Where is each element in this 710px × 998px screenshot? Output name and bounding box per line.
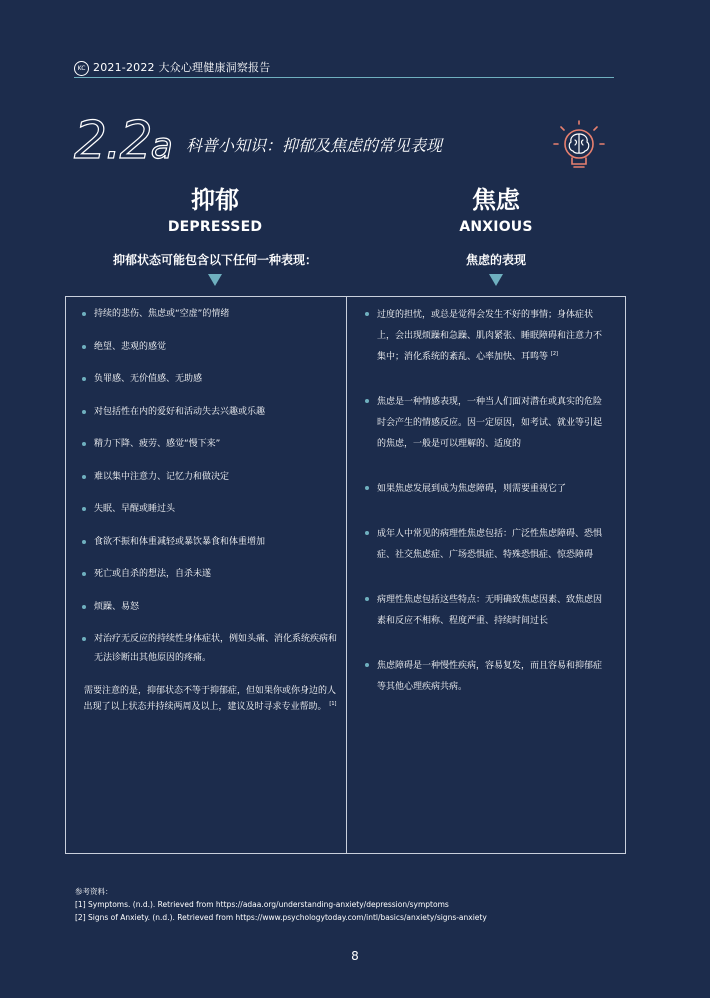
list-item-text: 焦虑障碍是一种慢性疾病，容易复发，而且容易和抑郁症等其他心理疾病共病。 (377, 661, 603, 692)
depression-note-text: 需要注意的是，抑郁状态不等于抑郁症，但如果你或你身边的人出现了以上状态并持续两周及以上，建议及时寻求专业帮助。 (83, 686, 336, 712)
anxiety-list (363, 305, 603, 722)
brain-lightbulb-icon (553, 120, 605, 172)
anxiety-title-cn: 焦虑 (472, 186, 520, 214)
list-item: 绝望、悲观的感觉 (80, 338, 342, 357)
footnote-ref: [2] (550, 351, 558, 357)
list-item: 精力下降、疲劳、感觉“慢下来” (80, 435, 342, 454)
list-item-text: 焦虑是一种情感表现，一种当人们面对潜在或真实的危险时会产生的情感反应。因一定原因，如考试、就业等引起的焦虑，一般是可以理解的、适度的 (377, 397, 603, 449)
anxiety-title-en: ANXIOUS (459, 219, 533, 235)
list-item: 持续的悲伤、焦虑或“空虚”的情绪 (80, 305, 342, 324)
list-item: 负罪感、无价值感、无助感 (80, 370, 342, 389)
reference-item: [1] Symptoms. (n.d.). Retrieved from https://adaa.org/understanding-anxiety/depression/symptoms (75, 900, 449, 909)
section-title: 科普小知识：抑郁及焦虑的常见表现 (186, 136, 443, 155)
page-number: 8 (351, 949, 359, 963)
list-item: 食欲不振和体重减轻或暴饮暴食和体重增加 (80, 533, 342, 552)
report-title: 2021-2022 大众心理健康洞察报告 (93, 61, 271, 74)
anxiety-subtitle: 焦虑的表现 (465, 253, 526, 267)
list-item: 死亡或自杀的想法，自杀未遂 (80, 565, 342, 584)
column-divider (346, 296, 347, 854)
header-divider (74, 77, 614, 78)
list-item: 对包括性在内的爱好和活动失去兴趣或乐趣 (80, 403, 342, 422)
list-item (363, 392, 603, 455)
references (75, 885, 635, 924)
list-item: 对治疗无反应的持续性身体症状，例如头痛、消化系统疾病和无法诊断出其他原因的疼痛。 (80, 630, 342, 668)
list-item-text: 如果焦虑发展到成为焦虑障碍，则需要重视它了 (377, 484, 567, 494)
section-number-main: 2.2 (74, 111, 151, 171)
down-arrow-icon (489, 274, 503, 286)
depression-note (80, 683, 340, 715)
list-item: 难以集中注意力、记忆力和做决定 (80, 468, 342, 487)
section-number-suffix: a (150, 126, 171, 167)
anxiety-header (346, 186, 646, 286)
depression-subtitle: 抑郁状态可能包含以下任何一种表现： (112, 253, 317, 267)
depression-header (65, 186, 365, 286)
list-item (363, 524, 603, 566)
down-arrow-icon (208, 274, 222, 286)
list-item (363, 656, 603, 698)
footnote-ref: [1] (329, 701, 337, 707)
reference-item: [2] Signs of Anxiety. (n.d.). Retrieved from https://www.psychologytoday.com/intl/basics/anxiety/signs-anxiety (75, 913, 487, 922)
list-item: 烦躁、易怒 (80, 598, 342, 617)
depression-title-cn: 抑郁 (191, 186, 239, 214)
depression-title-en: DEPRESSED (167, 219, 263, 235)
list-item-text: 成年人中常见的病理性焦虑包括：广泛性焦虑障碍、恐惧症、社交焦虑症、广场恐惧症、特殊恐惧症、惊恐障碍 (377, 529, 603, 560)
section-number (74, 111, 171, 171)
depression-list (80, 305, 342, 682)
list-item-text: 过度的担忧，或总是觉得会发生不好的事情；身体症状上，会出现烦躁和急躁、肌肉紧张、睡眠障碍和注意力不集中；消化系统的紊乱、心率加快、耳鸣等 (377, 310, 603, 362)
list-item: 失眠、早醒或睡过头 (80, 500, 342, 519)
list-item (363, 479, 603, 500)
list-item-text: 病理性焦虑包括这些特点：无明确致焦虑因素、致焦虑因素和反应不相称、程度严重、持续时间过长 (377, 595, 603, 626)
report-logo-icon: KC (74, 61, 89, 76)
list-item (363, 305, 603, 368)
references-heading: 参考资料： (75, 887, 113, 896)
list-item (363, 590, 603, 632)
